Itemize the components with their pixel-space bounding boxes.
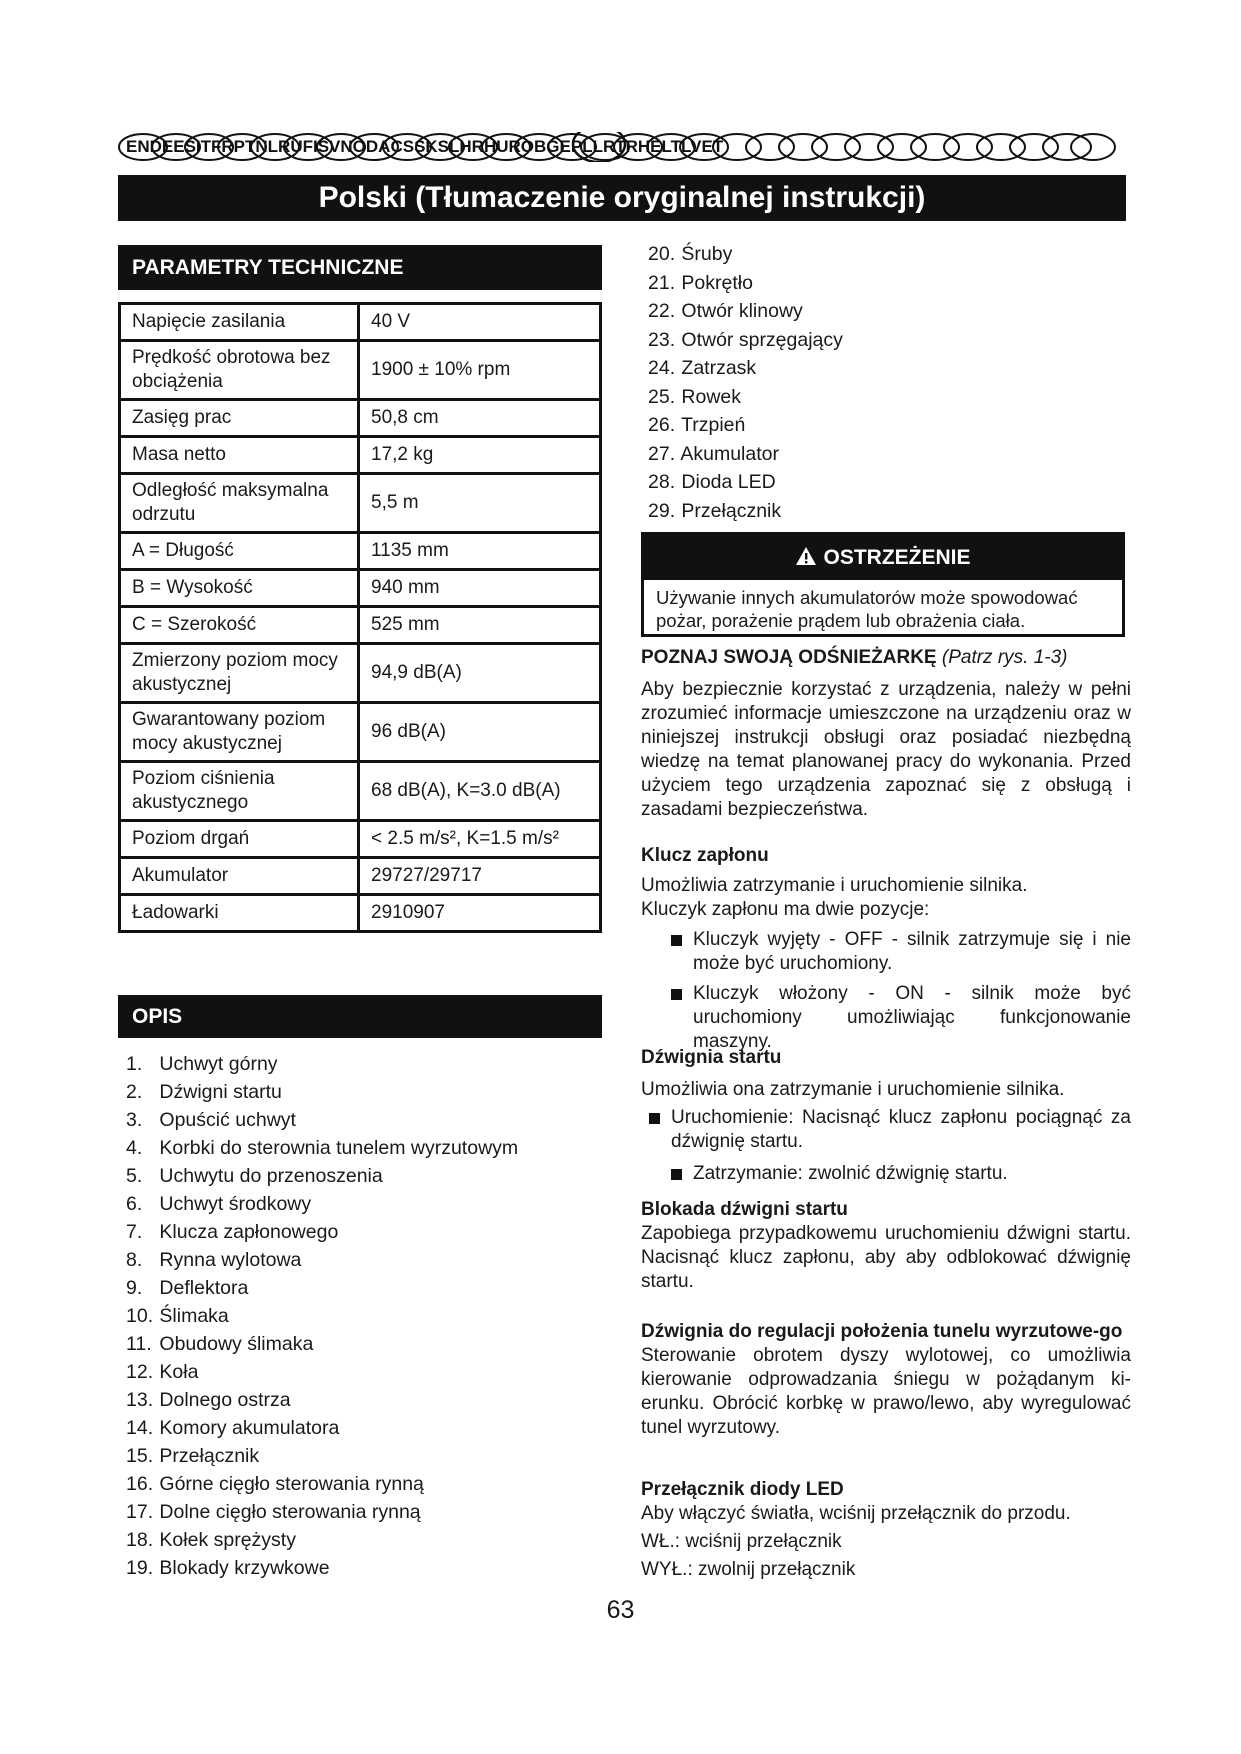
know-figure-ref: (Patrz rys. 1-3) bbox=[941, 647, 1068, 668]
lever-section bbox=[641, 1046, 1131, 1186]
description-item bbox=[126, 1162, 518, 1190]
description-item bbox=[126, 1190, 518, 1218]
chute-text: Sterowanie obrotem dyszy wylotowej, co umożliwia kierowanie odprowadzania śniegu w pożądanym ki-erunku. Obrócić korbkę w prawo/lewo, aby wyregulować tunel wyrzutowy. bbox=[641, 1345, 1131, 1438]
key-section bbox=[641, 844, 1131, 1054]
key-bullet-off: Kluczyk wyjęty - OFF - silnik zatrzymuje się i nie może być uruchomiony. bbox=[663, 928, 1131, 976]
description-item-text: Przełącznik bbox=[159, 1445, 260, 1467]
led-on: WŁ.: wciśnij przełącznik bbox=[641, 1531, 842, 1552]
description-item bbox=[126, 1246, 518, 1274]
chute-section bbox=[641, 1320, 1131, 1440]
description-item-text: Klucza zapłonowego bbox=[159, 1221, 339, 1243]
description-item-number: 17. bbox=[126, 1501, 154, 1523]
tech-params-row bbox=[120, 304, 601, 341]
description-item bbox=[126, 1526, 518, 1554]
tech-params-heading: PARAMETRY TECHNICZNE bbox=[118, 245, 602, 290]
description-item bbox=[648, 383, 843, 412]
tech-param-label: Zasięg prac bbox=[120, 400, 359, 437]
description-item-number: 14. bbox=[126, 1417, 154, 1439]
tech-params-row bbox=[120, 895, 601, 932]
tech-param-label: Poziom ciśnienia akustycznego bbox=[120, 762, 359, 821]
description-item-number: 28. bbox=[648, 471, 676, 493]
tech-param-value: 17,2 kg bbox=[359, 437, 601, 474]
description-item bbox=[648, 269, 843, 298]
description-item-number: 12. bbox=[126, 1361, 154, 1383]
description-item-text: Komory akumulatora bbox=[159, 1417, 340, 1439]
description-item-number: 1. bbox=[126, 1053, 143, 1075]
description-item-text: Dolne cięgło sterowania rynną bbox=[159, 1501, 421, 1523]
description-item-text: Deflektora bbox=[159, 1277, 249, 1299]
key-heading: Klucz zapłonu bbox=[641, 845, 769, 866]
description-item bbox=[126, 1442, 518, 1470]
description-item-text: Rynna wylotowa bbox=[159, 1249, 302, 1271]
tech-params-row bbox=[120, 533, 601, 570]
description-item bbox=[648, 411, 843, 440]
tech-params-table bbox=[118, 302, 602, 933]
know-text: Aby bezpiecznie korzystać z urządzenia, należy w pełni zrozumieć informacje umieszczone na urządzeniu oraz w niniejszej instrukcji obsługi oraz posiadać niezbędną wiedzę na temat planowanej pracy do wykonania. Przed użyciem tego urządzenia zapoznać się z obsługą i zasadami bezpieczeństwa. bbox=[641, 679, 1131, 820]
description-item bbox=[126, 1470, 518, 1498]
tech-param-label: Prędkość obrotowa bez obciążenia bbox=[120, 341, 359, 400]
description-item bbox=[126, 1358, 518, 1386]
description-item-number: 18. bbox=[126, 1529, 154, 1551]
led-heading: Przełącznik diody LED bbox=[641, 1479, 844, 1500]
description-item-text: Górne cięgło sterowania rynną bbox=[159, 1473, 424, 1495]
tech-param-label: Gwarantowany poziom mocy akustycznej bbox=[120, 703, 359, 762]
tech-params-row bbox=[120, 858, 601, 895]
description-item bbox=[648, 326, 843, 355]
warning-box bbox=[641, 532, 1125, 637]
description-item-number: 3. bbox=[126, 1109, 143, 1131]
description-item-number: 29. bbox=[648, 499, 676, 522]
warning-triangle-icon bbox=[795, 546, 817, 566]
key-line-2: Kluczyk zapłonu ma dwie pozycje: bbox=[641, 899, 930, 920]
page-number: 63 bbox=[606, 1596, 635, 1624]
tech-param-value: 2910907 bbox=[359, 895, 601, 932]
warning-heading bbox=[644, 535, 1122, 580]
description-heading: OPIS bbox=[118, 995, 602, 1038]
description-item-text: Uchwytu do przenoszenia bbox=[159, 1165, 383, 1187]
description-item bbox=[648, 497, 843, 526]
description-item-number: 16. bbox=[126, 1473, 154, 1495]
tech-param-label: Masa netto bbox=[120, 437, 359, 474]
description-item bbox=[648, 440, 843, 469]
description-item-number: 4. bbox=[126, 1137, 143, 1159]
description-item bbox=[126, 1386, 518, 1414]
key-line-1: Umożliwia zatrzymanie i uruchomienie silnika. bbox=[641, 875, 1028, 896]
description-item bbox=[648, 240, 843, 269]
tech-param-value: 5,5 m bbox=[359, 474, 601, 533]
description-item-text: Opuścić uchwyt bbox=[159, 1109, 296, 1131]
description-item bbox=[126, 1218, 518, 1246]
description-item-number: 19. bbox=[126, 1557, 154, 1579]
description-item-text: Otwór sprzęgający bbox=[681, 328, 843, 351]
lever-heading: Dźwignia startu bbox=[641, 1047, 782, 1068]
description-item-number: 20. bbox=[648, 243, 676, 265]
description-item-text: Obudowy ślimaka bbox=[159, 1333, 314, 1355]
tech-param-label: C = Szerokość bbox=[120, 607, 359, 644]
know-heading: POZNAJ SWOJĄ ODŚNIEŻARKĘ bbox=[641, 647, 937, 668]
tech-param-value: 1135 mm bbox=[359, 533, 601, 570]
chute-heading: Dźwignia do regulacji położenia tunelu wyrzutowe-go bbox=[641, 1321, 1123, 1342]
tech-param-value: 1900 ± 10% rpm bbox=[359, 341, 601, 400]
description-item-number: 10. bbox=[126, 1305, 154, 1327]
description-item-text: Uchwyt środkowy bbox=[159, 1193, 312, 1215]
description-item-number: 15. bbox=[126, 1445, 154, 1467]
lever-bullet-start: Uruchomienie: Nacisnąć klucz zapłonu pociągnąć za dźwignię startu. bbox=[641, 1106, 1131, 1154]
description-item bbox=[126, 1050, 518, 1078]
description-item-number: 6. bbox=[126, 1193, 143, 1215]
description-item bbox=[126, 1078, 518, 1106]
description-item-number: 2. bbox=[126, 1081, 143, 1103]
description-item-number: 9. bbox=[126, 1277, 143, 1299]
description-item-text: Otwór klinowy bbox=[681, 300, 803, 322]
lever-line-1: Umożliwia ona zatrzymanie i uruchomienie silnika. bbox=[641, 1079, 1065, 1100]
tech-params-row bbox=[120, 821, 601, 858]
tech-param-label: Odległość maksymalna odrzutu bbox=[120, 474, 359, 533]
tech-param-label: B = Wysokość bbox=[120, 570, 359, 607]
warning-heading-text: OSTRZEŻENIE bbox=[823, 546, 971, 569]
description-item bbox=[126, 1106, 518, 1134]
description-item-number: 22. bbox=[648, 300, 676, 322]
language-tab-bar bbox=[118, 132, 1118, 162]
description-item-text: Akumulator bbox=[680, 442, 779, 465]
tech-param-label: Poziom drgań bbox=[120, 821, 359, 858]
tech-param-label: Zmierzony poziom mocy akustycznej bbox=[120, 644, 359, 703]
description-item-number: 25. bbox=[648, 385, 676, 408]
description-item-number: 21. bbox=[648, 271, 676, 294]
description-item-text: Dolnego ostrza bbox=[159, 1389, 291, 1411]
led-line-1: Aby włączyć światła, wciśnij przełącznik do przodu. bbox=[641, 1503, 1071, 1524]
description-item bbox=[126, 1498, 518, 1526]
description-list-continued bbox=[648, 240, 843, 525]
tech-params-row bbox=[120, 400, 601, 437]
tech-param-value: 50,8 cm bbox=[359, 400, 601, 437]
description-item-text: Dioda LED bbox=[681, 471, 776, 493]
know-section bbox=[641, 646, 1131, 822]
warning-text: Używanie innych akumulatorów może spowodować pożar, porażenie prądem lub obrażenia ciała. bbox=[656, 587, 1078, 631]
key-bullet-on: Kluczyk włożony - ON - silnik może być uruchomiony umożliwiając funkcjonowanie maszyny. bbox=[663, 982, 1131, 1054]
description-item-text: Kołek sprężysty bbox=[159, 1529, 296, 1551]
description-item-number: 24. bbox=[648, 357, 676, 379]
description-item-number: 11. bbox=[126, 1333, 152, 1355]
lock-heading: Blokada dźwigni startu bbox=[641, 1199, 848, 1220]
tech-param-value: < 2.5 m/s², K=1.5 m/s² bbox=[359, 821, 601, 858]
description-item bbox=[126, 1414, 518, 1442]
description-item-text: Ślimaka bbox=[159, 1305, 229, 1327]
lever-bullet-stop: Zatrzymanie: zwolnić dźwignię startu. bbox=[663, 1162, 1131, 1186]
description-item-text: Pokrętło bbox=[681, 271, 753, 294]
description-item bbox=[126, 1554, 518, 1582]
tech-param-value: 96 dB(A) bbox=[359, 703, 601, 762]
language-codes: ENDEESITFRPTNLRUFISVNODACSSKSLHRHUROBGEPLLRTRHELTLVET bbox=[126, 137, 724, 156]
tech-param-label: Ładowarki bbox=[120, 895, 359, 932]
tech-params-row bbox=[120, 437, 601, 474]
description-item-text: Dźwigni startu bbox=[159, 1081, 282, 1103]
description-item-number: 23. bbox=[648, 328, 676, 351]
description-item-text: Śruby bbox=[681, 243, 733, 265]
description-item bbox=[126, 1330, 518, 1358]
description-item bbox=[648, 354, 843, 383]
description-list bbox=[126, 1050, 518, 1582]
description-item-text: Koła bbox=[159, 1361, 199, 1383]
tech-params-row bbox=[120, 607, 601, 644]
page-title: Polski (Tłumaczenie oryginalnej instrukcji) bbox=[118, 175, 1126, 221]
description-item bbox=[126, 1134, 518, 1162]
description-item bbox=[648, 468, 843, 497]
description-item-text: Rowek bbox=[681, 385, 742, 408]
tech-param-value: 29727/29717 bbox=[359, 858, 601, 895]
tech-params-row bbox=[120, 762, 601, 821]
tech-params-row bbox=[120, 703, 601, 762]
lock-section bbox=[641, 1198, 1131, 1294]
tech-params-row bbox=[120, 644, 601, 703]
description-item-number: 7. bbox=[126, 1221, 143, 1243]
description-item bbox=[126, 1274, 518, 1302]
description-item bbox=[126, 1302, 518, 1330]
description-item-number: 26. bbox=[648, 414, 676, 436]
tech-param-value: 94,9 dB(A) bbox=[359, 644, 601, 703]
description-item-text: Uchwyt górny bbox=[159, 1053, 278, 1075]
description-item-number: 13. bbox=[126, 1389, 154, 1411]
description-item-number: 5. bbox=[126, 1165, 143, 1187]
description-item bbox=[648, 297, 843, 326]
tech-param-label: Akumulator bbox=[120, 858, 359, 895]
tech-param-value: 68 dB(A), K=3.0 dB(A) bbox=[359, 762, 601, 821]
description-item-text: Blokady krzywkowe bbox=[159, 1557, 330, 1579]
lock-text: Zapobiega przypadkowemu uruchomieniu dźwigni startu. Nacisnąć klucz zapłonu, aby aby odblokować dźwignię startu. bbox=[641, 1223, 1131, 1292]
description-item-text: Przełącznik bbox=[681, 499, 782, 522]
description-item-number: 27. bbox=[648, 442, 676, 465]
description-item-text: Korbki do sterownia tunelem wyrzutowym bbox=[159, 1137, 519, 1159]
description-item-number: 8. bbox=[126, 1249, 143, 1271]
led-off: WYŁ.: zwolnij przełącznik bbox=[641, 1559, 856, 1580]
tech-param-label: Napięcie zasilania bbox=[120, 304, 359, 341]
tech-param-value: 940 mm bbox=[359, 570, 601, 607]
description-item-text: Zatrzask bbox=[681, 357, 757, 379]
description-item-text: Trzpień bbox=[681, 414, 746, 436]
tech-params-row bbox=[120, 474, 601, 533]
tech-param-value: 40 V bbox=[359, 304, 601, 341]
tech-params-row bbox=[120, 341, 601, 400]
led-section bbox=[641, 1478, 1131, 1582]
tech-params-row bbox=[120, 570, 601, 607]
tech-param-value: 525 mm bbox=[359, 607, 601, 644]
tech-param-label: A = Długość bbox=[120, 533, 359, 570]
